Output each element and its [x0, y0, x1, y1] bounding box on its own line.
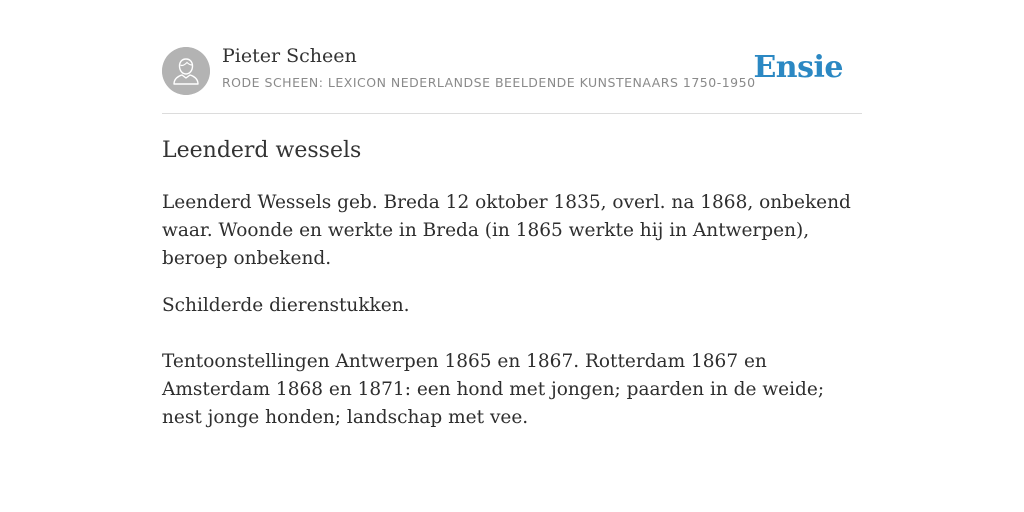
article-paragraph: Schilderde dierenstukken.: [162, 295, 410, 316]
article-header: [162, 0, 862, 114]
user-avatar-icon[interactable]: [162, 47, 210, 95]
article-paragraph: Tentoonstellingen Antwerpen 1865 en 1867. Rotterdam 1867 en Amsterdam 1868 en 1871: een hond met jongen; paarden in de weide; nest jonge honden; landschap met vee.: [162, 351, 825, 428]
article-body: [162, 189, 862, 432]
source-title[interactable]: RODE SCHEEN: LEXICON NEDERLANDSE BEELDENDE KUNSTENAARS 1750-1950: [222, 75, 756, 90]
author-name[interactable]: Pieter Scheen: [222, 45, 357, 67]
article-paragraph: Leenderd Wessels geb. Breda 12 oktober 1835, overl. na 1868, onbekend waar. Woonde en werkte in Breda (in 1865 werkte hij in Antwerpen), beroep onbekend.: [162, 192, 851, 269]
article-card: [162, 0, 862, 428]
article-title: Leenderd wessels: [162, 138, 362, 163]
brand-logo[interactable]: Ensie: [753, 50, 843, 85]
user-silhouette-icon: [162, 47, 210, 95]
